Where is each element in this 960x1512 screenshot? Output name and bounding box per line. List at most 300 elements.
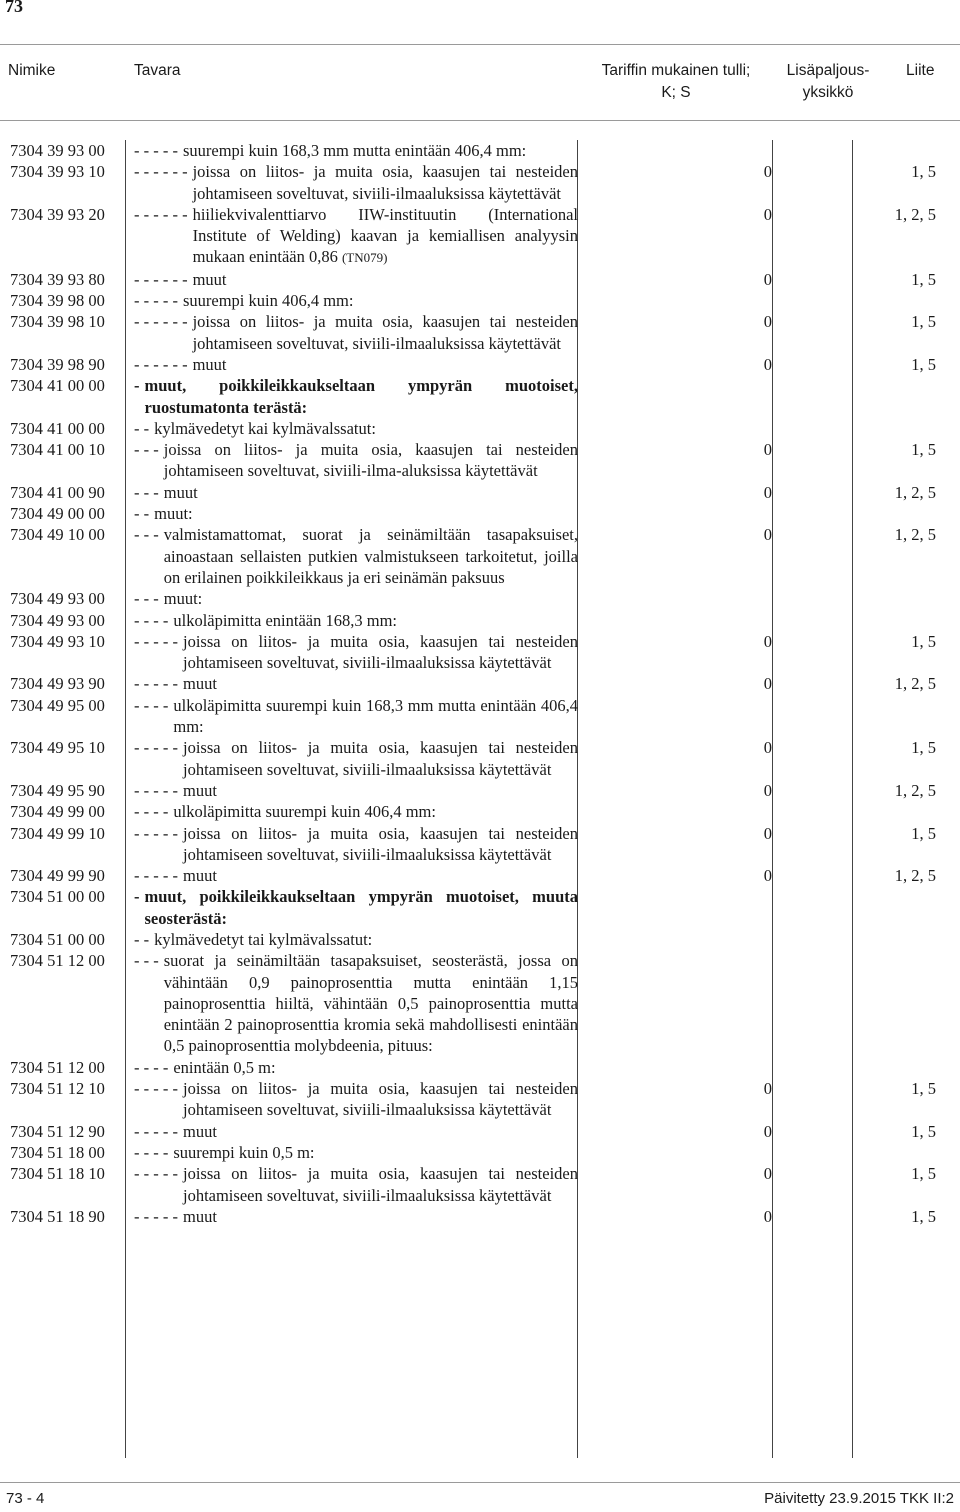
liite-value bbox=[856, 418, 960, 439]
description-body: muut bbox=[182, 1121, 217, 1141]
description-text bbox=[164, 439, 578, 482]
unit-value bbox=[774, 140, 856, 161]
description-body: joissa on liitos- ja muita osia, kaasujen tai nesteiden johtamiseen soveltuvat, siviili-ilmaaluksissa käytettävät bbox=[182, 1164, 578, 1205]
cn-code: 7304 49 95 10 bbox=[10, 738, 105, 758]
indent-dashes: - - - - - - bbox=[134, 312, 188, 332]
description-text bbox=[183, 290, 578, 311]
description-body: joissa on liitos- ja muita osia, kaasujen tai nesteiden johtamiseen soveltuvat, siviili-ilma-aluksissa käytettävät bbox=[163, 440, 578, 481]
cn-code: 7304 51 12 10 bbox=[10, 1079, 105, 1099]
footer-page: 73 - 4 bbox=[6, 1490, 45, 1507]
description-body: joissa on liitos- ja muita osia, kaasujen tai nesteiden johtamiseen soveltuvat, siviili-ilmaaluksissa käytettävät bbox=[182, 738, 578, 779]
cn-code: 7304 51 12 00 bbox=[10, 951, 105, 971]
table-row bbox=[0, 161, 960, 204]
description bbox=[126, 801, 578, 822]
liite-value bbox=[856, 886, 960, 929]
cn-code: 7304 41 00 10 bbox=[10, 440, 105, 460]
table-row bbox=[0, 269, 960, 290]
liite-value: 1, 2, 5 bbox=[894, 780, 936, 800]
description bbox=[126, 269, 578, 290]
tariff-value bbox=[578, 588, 774, 609]
unit-value bbox=[774, 204, 856, 269]
indent-dashes: - - bbox=[134, 929, 150, 949]
description bbox=[126, 161, 578, 204]
unit-value bbox=[774, 354, 856, 375]
description-text bbox=[164, 524, 578, 588]
description bbox=[126, 865, 578, 886]
indent-dashes: - - - - - bbox=[134, 1164, 178, 1184]
cn-code: 7304 49 93 90 bbox=[10, 674, 105, 694]
description-body: muut bbox=[182, 866, 217, 886]
tariff-value bbox=[578, 1057, 774, 1078]
tariff-value bbox=[578, 929, 774, 950]
indent-dashes: - - - - - bbox=[134, 1121, 178, 1141]
description bbox=[126, 780, 578, 801]
cn-code: 7304 49 10 00 bbox=[10, 525, 105, 545]
description bbox=[126, 737, 578, 780]
unit-value bbox=[774, 929, 856, 950]
description bbox=[126, 290, 578, 311]
table-row bbox=[0, 1121, 960, 1142]
description bbox=[126, 886, 578, 929]
description-text bbox=[145, 375, 579, 418]
indent-dashes: - - - - bbox=[134, 1142, 169, 1162]
unit-value bbox=[774, 269, 856, 290]
unit-value bbox=[774, 311, 856, 354]
cn-code: 7304 51 12 90 bbox=[10, 1121, 105, 1141]
description-text bbox=[183, 140, 578, 161]
indent-dashes: - - - - - bbox=[134, 823, 178, 843]
description-text bbox=[164, 588, 578, 609]
liite-value: 1, 2, 5 bbox=[894, 204, 936, 224]
description-body: muut, poikkileikkaukseltaan ympyrän muotoiset, muuta seosterästä: bbox=[144, 887, 578, 928]
liite-value: 1, 5 bbox=[911, 823, 936, 843]
indent-dashes: - - - - - bbox=[134, 1079, 178, 1099]
table-row bbox=[0, 780, 960, 801]
tariff-value: 0 bbox=[763, 312, 772, 332]
cn-code: 7304 39 93 00 bbox=[10, 141, 105, 160]
tariff-value: 0 bbox=[763, 631, 772, 651]
table-row bbox=[0, 1057, 960, 1078]
description bbox=[126, 524, 578, 588]
tariff-value bbox=[578, 375, 774, 418]
indent-dashes: - - bbox=[134, 504, 150, 524]
liite-value: 1, 5 bbox=[911, 1164, 936, 1184]
unit-value bbox=[774, 631, 856, 674]
indent-dashes: - - - - - bbox=[134, 780, 178, 800]
liite-value: 1, 2, 5 bbox=[894, 674, 936, 694]
indent-dashes: - - - - bbox=[134, 802, 169, 822]
header-tariff-line2: K; S bbox=[661, 84, 691, 101]
table-row bbox=[0, 737, 960, 780]
cn-code: 7304 51 18 00 bbox=[10, 1142, 105, 1162]
indent-dashes: - - - bbox=[134, 440, 159, 460]
tariff-value: 0 bbox=[763, 162, 772, 182]
description-text bbox=[173, 801, 578, 822]
liite-value bbox=[856, 929, 960, 950]
cn-code: 7304 49 95 00 bbox=[10, 695, 105, 715]
footer-rule bbox=[0, 1482, 960, 1483]
description-text bbox=[164, 482, 578, 503]
description-body: muut bbox=[163, 482, 198, 502]
unit-value bbox=[774, 1121, 856, 1142]
description bbox=[126, 311, 578, 354]
header-tavara: Tavara bbox=[134, 62, 181, 79]
description bbox=[126, 823, 578, 866]
liite-value bbox=[856, 950, 960, 1056]
description bbox=[126, 929, 578, 950]
description bbox=[126, 588, 578, 609]
indent-dashes: - - - - - bbox=[134, 141, 178, 160]
description-body: muut bbox=[192, 269, 227, 289]
tariff-value bbox=[578, 503, 774, 524]
unit-value bbox=[774, 1163, 856, 1206]
unit-value bbox=[774, 673, 856, 694]
tariff-value: 0 bbox=[763, 269, 772, 289]
tariff-value: 0 bbox=[763, 204, 772, 224]
indent-dashes: - - - - - bbox=[134, 674, 178, 694]
table-row bbox=[0, 695, 960, 738]
description-text bbox=[183, 1121, 578, 1142]
description-body: kylmävedetyt kai kylmävalssatut: bbox=[154, 418, 376, 438]
description-body: valmistamattomat, suorat ja seinämiltään tasapaksuiset, ainoastaan sellaisten putkien valmistukseen tarkoitetut, joilla on erilainen poikkileikkaus ja eri seinämän paksuus bbox=[163, 525, 578, 587]
table-row bbox=[0, 204, 960, 269]
cn-code: 7304 51 12 00 bbox=[10, 1057, 105, 1077]
description-body: joissa on liitos- ja muita osia, kaasujen tai nesteiden johtamiseen soveltuvat, siviili-ilmaaluksissa käytettävät bbox=[182, 631, 578, 673]
cn-code: 7304 51 18 10 bbox=[10, 1164, 105, 1184]
description-body: kylmävedetyt tai kylmävalssatut: bbox=[154, 929, 373, 949]
indent-dashes: - - - - - - bbox=[134, 269, 188, 289]
unit-value bbox=[774, 1078, 856, 1121]
liite-value: 1, 5 bbox=[911, 1121, 936, 1141]
description-text bbox=[183, 737, 578, 780]
description bbox=[126, 1121, 578, 1142]
tariff-value: 0 bbox=[763, 482, 772, 502]
table-row bbox=[0, 865, 960, 886]
header-unit-line2: yksikkö bbox=[802, 84, 854, 101]
description-body: joissa on liitos- ja muita osia, kaasujen tai nesteiden johtamiseen soveltuvat, siviili-ilmaaluksissa käytettävät bbox=[182, 823, 578, 864]
description-text bbox=[183, 780, 578, 801]
description bbox=[126, 482, 578, 503]
tariff-value: 0 bbox=[763, 1164, 772, 1184]
liite-value: 1, 5 bbox=[911, 312, 936, 332]
description-body: ulkoläpimitta suurempi kuin 168,3 mm mutta enintään 406,4 mm: bbox=[173, 695, 578, 737]
table-row bbox=[0, 418, 960, 439]
cn-code: 7304 39 98 10 bbox=[10, 312, 105, 332]
description-body: muut bbox=[182, 780, 217, 800]
indent-dashes: - - - - - bbox=[134, 291, 178, 311]
table-row bbox=[0, 1206, 960, 1227]
unit-value bbox=[774, 823, 856, 866]
indent-dashes: - bbox=[134, 887, 140, 907]
table-row bbox=[0, 1078, 960, 1121]
unit-value bbox=[774, 482, 856, 503]
unit-value bbox=[774, 865, 856, 886]
description-text bbox=[183, 1163, 578, 1206]
liite-value: 1, 5 bbox=[911, 738, 936, 758]
cn-code: 7304 49 99 90 bbox=[10, 866, 105, 886]
description bbox=[126, 1142, 578, 1163]
indent-dashes: - - - - bbox=[134, 610, 169, 630]
table-row bbox=[0, 503, 960, 524]
description-text bbox=[173, 1057, 578, 1078]
tariff-value: 0 bbox=[763, 1079, 772, 1099]
liite-value: 1, 5 bbox=[911, 631, 936, 651]
cn-code: 7304 51 00 00 bbox=[10, 929, 105, 949]
table-row bbox=[0, 801, 960, 822]
description-body: joissa on liitos- ja muita osia, kaasujen tai nesteiden johtamiseen soveltuvat, siviili-ilmaaluksissa käytettävät bbox=[192, 162, 578, 203]
cn-code: 7304 39 93 80 bbox=[10, 269, 105, 289]
cn-code: 7304 49 93 00 bbox=[10, 589, 105, 609]
unit-value bbox=[774, 950, 856, 1056]
tariff-value bbox=[578, 140, 774, 161]
unit-value bbox=[774, 610, 856, 631]
tariff-value: 0 bbox=[763, 354, 772, 374]
description-body: hiiliekvivalenttiarvo IIW-instituutin (International Institute of Welding) kaavan ja kemiallisen analyysin mukaan enintään 0,86 bbox=[192, 204, 578, 267]
liite-value bbox=[856, 801, 960, 822]
liite-value bbox=[856, 1057, 960, 1078]
description-text bbox=[193, 161, 578, 204]
description bbox=[126, 610, 578, 631]
description-text bbox=[183, 673, 578, 694]
description bbox=[126, 503, 578, 524]
indent-dashes: - - - bbox=[134, 482, 159, 502]
indent-dashes: - - - - bbox=[134, 1057, 169, 1077]
description-text bbox=[164, 950, 578, 1056]
description-body: enintään 0,5 m: bbox=[173, 1057, 276, 1077]
description-text bbox=[193, 269, 578, 290]
table-row bbox=[0, 140, 960, 161]
tariff-value bbox=[578, 886, 774, 929]
description-text bbox=[183, 823, 578, 866]
description-text bbox=[183, 1206, 578, 1227]
cn-code: 7304 41 00 00 bbox=[10, 418, 105, 438]
tariff-value bbox=[578, 801, 774, 822]
table-row bbox=[0, 311, 960, 354]
unit-value bbox=[774, 1206, 856, 1227]
description-text bbox=[183, 865, 578, 886]
indent-dashes: - bbox=[134, 376, 140, 396]
liite-value: 1, 2, 5 bbox=[894, 525, 936, 545]
tariff-value bbox=[578, 695, 774, 738]
header-bottom-rule bbox=[0, 120, 960, 121]
description-body: ulkoläpimitta enintään 168,3 mm: bbox=[173, 610, 397, 630]
cn-code: 7304 49 99 10 bbox=[10, 823, 105, 843]
tariff-value: 0 bbox=[763, 866, 772, 886]
description bbox=[126, 673, 578, 694]
table-row bbox=[0, 375, 960, 418]
table-row bbox=[0, 588, 960, 609]
indent-dashes: - - - bbox=[134, 525, 159, 545]
cn-code: 7304 41 00 00 bbox=[10, 376, 105, 396]
unit-value bbox=[774, 503, 856, 524]
liite-value bbox=[856, 375, 960, 418]
indent-dashes: - - - bbox=[134, 589, 159, 609]
liite-value bbox=[856, 290, 960, 311]
description-body: suorat ja seinämiltään tasapaksuiset, seosterästä, jossa on vähintään 0,9 painoprosenttia mutta enintään 1,15 painoprosenttia hiiltä, vähintään 0,5 painoprosenttia mutta enintään 2 painoprosenttia kromia sekä mahdollisesti enintään 0,5 painoprosenttia molybdeenia, pituus: bbox=[163, 951, 578, 1056]
description-text bbox=[193, 311, 578, 354]
tariff-value: 0 bbox=[763, 738, 772, 758]
description bbox=[126, 204, 578, 269]
description-body: muut: bbox=[154, 504, 193, 524]
tn-note: (TN079) bbox=[341, 250, 388, 266]
tariff-value: 0 bbox=[763, 780, 772, 800]
table-row bbox=[0, 290, 960, 311]
tariff-value bbox=[578, 418, 774, 439]
description bbox=[126, 1078, 578, 1121]
cn-code: 7304 39 98 00 bbox=[10, 291, 105, 311]
indent-dashes: - - - - - - bbox=[134, 162, 188, 182]
description-body: joissa on liitos- ja muita osia, kaasujen tai nesteiden johtamiseen soveltuvat, siviili-ilmaaluksissa käytettävät bbox=[182, 1079, 578, 1120]
table-row bbox=[0, 631, 960, 674]
page-number: 73 bbox=[5, 0, 23, 16]
header-unit-line1: Lisäpaljous- bbox=[786, 62, 870, 79]
unit-value bbox=[774, 886, 856, 929]
description-body: suurempi kuin 168,3 mm mutta enintään 406,4 mm: bbox=[182, 141, 527, 160]
description-body: muut: bbox=[163, 589, 203, 609]
unit-value bbox=[774, 524, 856, 588]
description-body: ulkoläpimitta suurempi kuin 406,4 mm: bbox=[173, 802, 436, 822]
header-top-rule bbox=[0, 44, 960, 45]
cn-code: 7304 41 00 90 bbox=[10, 482, 105, 502]
table-row bbox=[0, 886, 960, 929]
cn-code: 7304 49 00 00 bbox=[10, 504, 105, 524]
cn-code: 7304 49 99 00 bbox=[10, 802, 105, 822]
description bbox=[126, 140, 578, 161]
description bbox=[126, 375, 578, 418]
liite-value: 1, 5 bbox=[911, 354, 936, 374]
cn-code: 7304 51 00 00 bbox=[10, 887, 105, 907]
unit-value bbox=[774, 418, 856, 439]
cn-code: 7304 39 93 20 bbox=[10, 204, 105, 224]
liite-value: 1, 2, 5 bbox=[894, 866, 936, 886]
table-row bbox=[0, 1163, 960, 1206]
unit-value bbox=[774, 737, 856, 780]
description bbox=[126, 1057, 578, 1078]
description-text bbox=[145, 886, 579, 929]
description-text bbox=[183, 1078, 578, 1121]
tariff-value bbox=[578, 610, 774, 631]
tariff-value: 0 bbox=[763, 525, 772, 545]
unit-value bbox=[774, 290, 856, 311]
liite-value bbox=[856, 695, 960, 738]
liite-value bbox=[856, 1142, 960, 1163]
tariff-value bbox=[578, 950, 774, 1056]
header-nimike: Nimike bbox=[8, 62, 56, 79]
indent-dashes: - - - - - bbox=[134, 631, 178, 651]
description-text bbox=[173, 1142, 578, 1163]
footer-updated: Päivitetty 23.9.2015 TKK II:2 bbox=[764, 1490, 954, 1507]
description bbox=[126, 1206, 578, 1227]
description-body: joissa on liitos- ja muita osia, kaasujen tai nesteiden johtamiseen soveltuvat, siviili-ilmaaluksissa käytettävät bbox=[192, 312, 578, 353]
description bbox=[126, 695, 578, 738]
unit-value bbox=[774, 801, 856, 822]
cn-code: 7304 49 95 90 bbox=[10, 780, 105, 800]
tariff-value bbox=[578, 290, 774, 311]
description-text bbox=[154, 929, 578, 950]
cn-code: 7304 39 98 90 bbox=[10, 354, 105, 374]
table-row bbox=[0, 823, 960, 866]
description-body: muut bbox=[192, 354, 227, 374]
description-body: suurempi kuin 406,4 mm: bbox=[182, 291, 354, 311]
indent-dashes: - - bbox=[134, 418, 150, 438]
tariff-value: 0 bbox=[763, 674, 772, 694]
liite-value: 1, 5 bbox=[911, 1079, 936, 1099]
description-body: suurempi kuin 0,5 m: bbox=[173, 1142, 315, 1162]
tariff-value: 0 bbox=[763, 1121, 772, 1141]
description-text bbox=[173, 610, 578, 631]
liite-value bbox=[856, 588, 960, 609]
description-text bbox=[154, 503, 578, 524]
description bbox=[126, 950, 578, 1056]
indent-dashes: - - - - - - bbox=[134, 204, 188, 224]
indent-dashes: - - - - - - bbox=[134, 354, 188, 374]
table-row bbox=[0, 673, 960, 694]
description-body: muut, poikkileikkaukseltaan ympyrän muotoiset, ruostumatonta terästä: bbox=[144, 376, 578, 417]
tariff-table bbox=[0, 140, 960, 1227]
description-text bbox=[193, 204, 578, 269]
description-text bbox=[183, 631, 578, 674]
table-row bbox=[0, 610, 960, 631]
description-body: muut bbox=[182, 674, 217, 694]
indent-dashes: - - - - - bbox=[134, 1206, 178, 1226]
table-row bbox=[0, 482, 960, 503]
table-row bbox=[0, 1142, 960, 1163]
unit-value bbox=[774, 780, 856, 801]
header-tariff bbox=[596, 60, 756, 104]
header-unit bbox=[778, 60, 878, 104]
indent-dashes: - - - - - bbox=[134, 738, 178, 758]
table-row bbox=[0, 950, 960, 1056]
unit-value bbox=[774, 161, 856, 204]
liite-value bbox=[856, 140, 960, 161]
liite-value: 1, 5 bbox=[911, 269, 936, 289]
liite-value bbox=[856, 610, 960, 631]
table-row bbox=[0, 354, 960, 375]
description bbox=[126, 1163, 578, 1206]
description bbox=[126, 631, 578, 674]
table-row bbox=[0, 524, 960, 588]
header-liite: Liite bbox=[906, 62, 935, 79]
indent-dashes: - - - - - bbox=[134, 866, 178, 886]
liite-value bbox=[856, 503, 960, 524]
description-text bbox=[173, 695, 578, 738]
unit-value bbox=[774, 695, 856, 738]
indent-dashes: - - - bbox=[134, 951, 159, 971]
unit-value bbox=[774, 439, 856, 482]
tariff-value: 0 bbox=[763, 1206, 772, 1226]
unit-value bbox=[774, 375, 856, 418]
description-text bbox=[154, 418, 578, 439]
liite-value: 1, 5 bbox=[911, 440, 936, 460]
table-row bbox=[0, 929, 960, 950]
description bbox=[126, 439, 578, 482]
cn-code: 7304 51 18 90 bbox=[10, 1206, 105, 1226]
tariff-value: 0 bbox=[763, 440, 772, 460]
indent-dashes: - - - - bbox=[134, 695, 169, 715]
description-body: muut bbox=[182, 1206, 217, 1226]
tariff-value bbox=[578, 1142, 774, 1163]
cn-code: 7304 49 93 10 bbox=[10, 631, 105, 651]
cn-code: 7304 49 93 00 bbox=[10, 610, 105, 630]
liite-value: 1, 5 bbox=[911, 162, 936, 182]
description-text bbox=[193, 354, 578, 375]
table-row bbox=[0, 439, 960, 482]
description bbox=[126, 354, 578, 375]
tariff-value: 0 bbox=[763, 823, 772, 843]
unit-value bbox=[774, 1142, 856, 1163]
liite-value: 1, 2, 5 bbox=[894, 482, 936, 502]
unit-value bbox=[774, 1057, 856, 1078]
